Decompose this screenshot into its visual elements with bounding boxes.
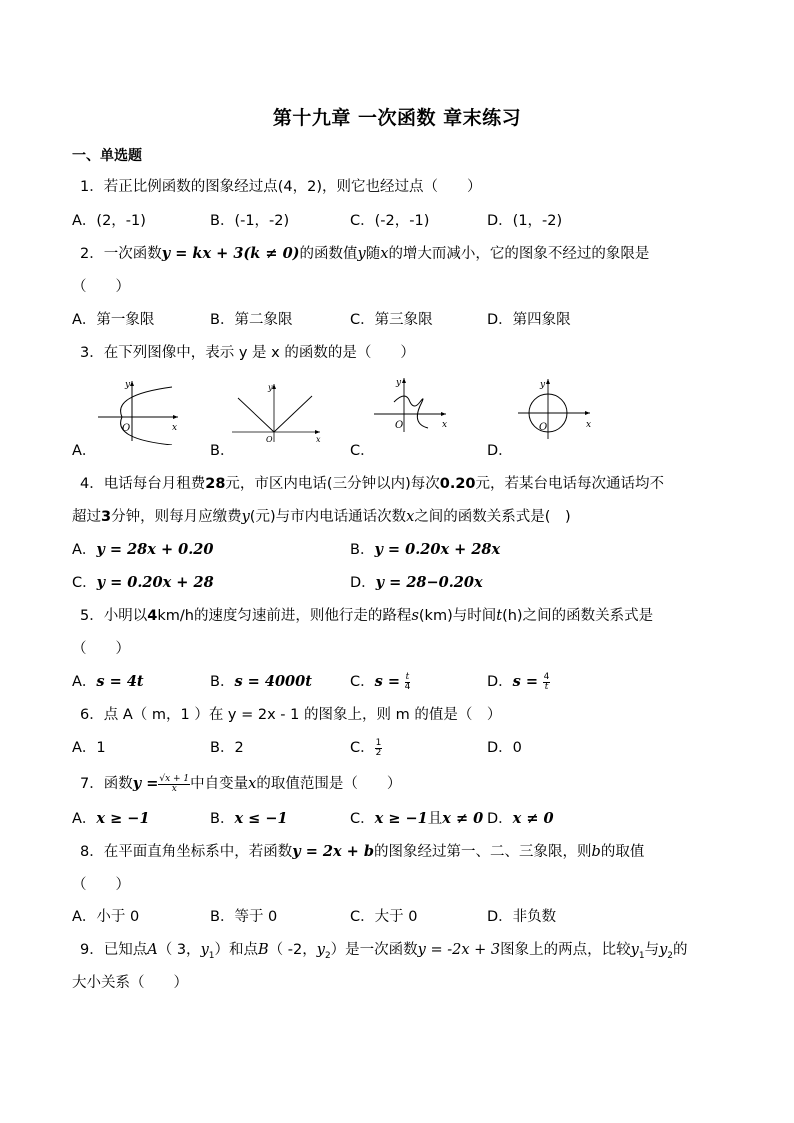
q6-option-c: C． $\frac{1}{2}$ [350,737,382,758]
section-heading: 一、单选题 [72,148,142,164]
svg-text:y: y [268,383,273,392]
question-9-stem: 9．已知点A（ 3，$y_1$）和点B（ -2，$y_2$）是一次函数y = -2x + 3图象上的两点，比较$y_1$与$y_2$的 [80,942,688,961]
q7-option-b: B．x ≤ −1 [210,810,288,827]
q4-option-b: B．y = 0.20x + 28x [350,541,501,558]
q5-option-d: D．s = $\frac{4}{t}$ [487,671,550,692]
svg-text:x: x [442,420,448,430]
question-6-stem: 6．点 A（ m，1 ）在 y = 2x - 1 的图象上，则 m 的值是（ ） [80,707,502,723]
question-7-stem: 7．函数y = $\frac{√x + 1}{x}$ 中自变量x的取值范围是（ ） [80,773,402,794]
q1-option-b: B．(-1，-2) [210,213,290,229]
question-3-stem: 3．在下列图像中，表示 y 是 x 的函数的是（ ） [80,345,415,361]
q2-option-b: B．第二象限 [210,312,293,328]
q1-option-d: D．(1，-2) [487,213,563,229]
q2-option-a: A．第一象限 [72,312,155,328]
q2-option-c: C．第三象限 [350,312,433,328]
question-5-paren: （ ） [72,641,130,657]
q8-option-a: A．小于 0 [72,909,140,925]
question-4-line-1: 4．电话每台月租费28元，市区内电话(三分钟以内)每次0.20元，若某台电话每次通话均不 [80,476,665,492]
q3-option-a: A． [72,443,97,459]
q4-option-c: C．y = 0.20x + 28 [72,574,214,591]
q6-option-a: A．1 [72,740,106,756]
q3-graph-b [228,380,328,446]
q2-expression: y = kx + 3(k ≠ 0) [161,245,300,262]
question-8-stem: 8．在平面直角坐标系中，若函数y = 2x + b的图象经过第一、二、三象限，则b的取值 [80,843,645,860]
svg-text:x: x [316,435,321,444]
question-2-stem: 2．一次函数y = kx + 3(k ≠ 0)的函数值y随x的增大而减小，它的图象不经过的象限是 [80,245,650,262]
q2-option-d: D．第四象限 [487,312,571,328]
q3-option-d: D． [487,443,513,459]
q1-option-a: A．(2，-1) [72,213,146,229]
q5-option-b: B．s = 4000t [210,673,312,690]
q8-option-d: D．非负数 [487,909,557,925]
q8-option-b: B．等于 0 [210,909,278,925]
svg-text:y: y [125,380,131,390]
q3-graph-c [372,372,456,434]
q5-option-a: A．s = 4t [72,673,144,690]
question-5-line-1: 5．小明以4km/h的速度匀速前进，则他行走的路程s(km)与时间t(h)之间的函数关系式是 [80,608,654,624]
question-4-line-2: 超过3分钟，则每月应缴费y(元)与市内电话通话次数x之间的函数关系式是( ) [72,509,571,525]
svg-text:O: O [122,423,131,434]
svg-text:y: y [396,378,402,388]
q3-option-b: B． [210,443,235,459]
q6-option-b: B．2 [210,740,244,756]
svg-text:O: O [539,422,548,433]
svg-text:y: y [540,380,546,390]
svg-text:x: x [586,420,592,430]
q7-option-d: D．x ≠ 0 [487,810,554,827]
q1-option-c: C．(-2，-1) [350,213,430,229]
q5-option-c: C．s = $\frac{t}{4}$ [350,671,411,692]
q3-option-c: C． [350,443,375,459]
q3-graph-a [92,375,188,445]
q4-option-d: D．y = 28−0.20x [350,574,483,591]
q3-graph-d [516,375,598,441]
page-title: 第十九章 一次函数 章末练习 [272,107,522,129]
svg-text:O: O [395,420,404,431]
question-8-paren: （ ） [72,877,130,893]
question-9-line-2: 大小关系（ ） [72,975,188,991]
q7-option-a: A．x ≥ −1 [72,810,150,827]
question-2-paren: （ ） [72,279,130,295]
q8-option-c: C．大于 0 [350,909,418,925]
question-1-stem: 1．若正比例函数的图象经过点(4，2)，则它也经过点（ ） [80,179,482,195]
q4-option-a: A．y = 28x + 0.20 [72,541,214,558]
svg-text:O: O [266,435,273,444]
q6-option-d: D．0 [487,740,522,756]
svg-text:x: x [172,423,178,433]
q7-option-c: C．x ≥ −1且x ≠ 0 [350,810,484,827]
